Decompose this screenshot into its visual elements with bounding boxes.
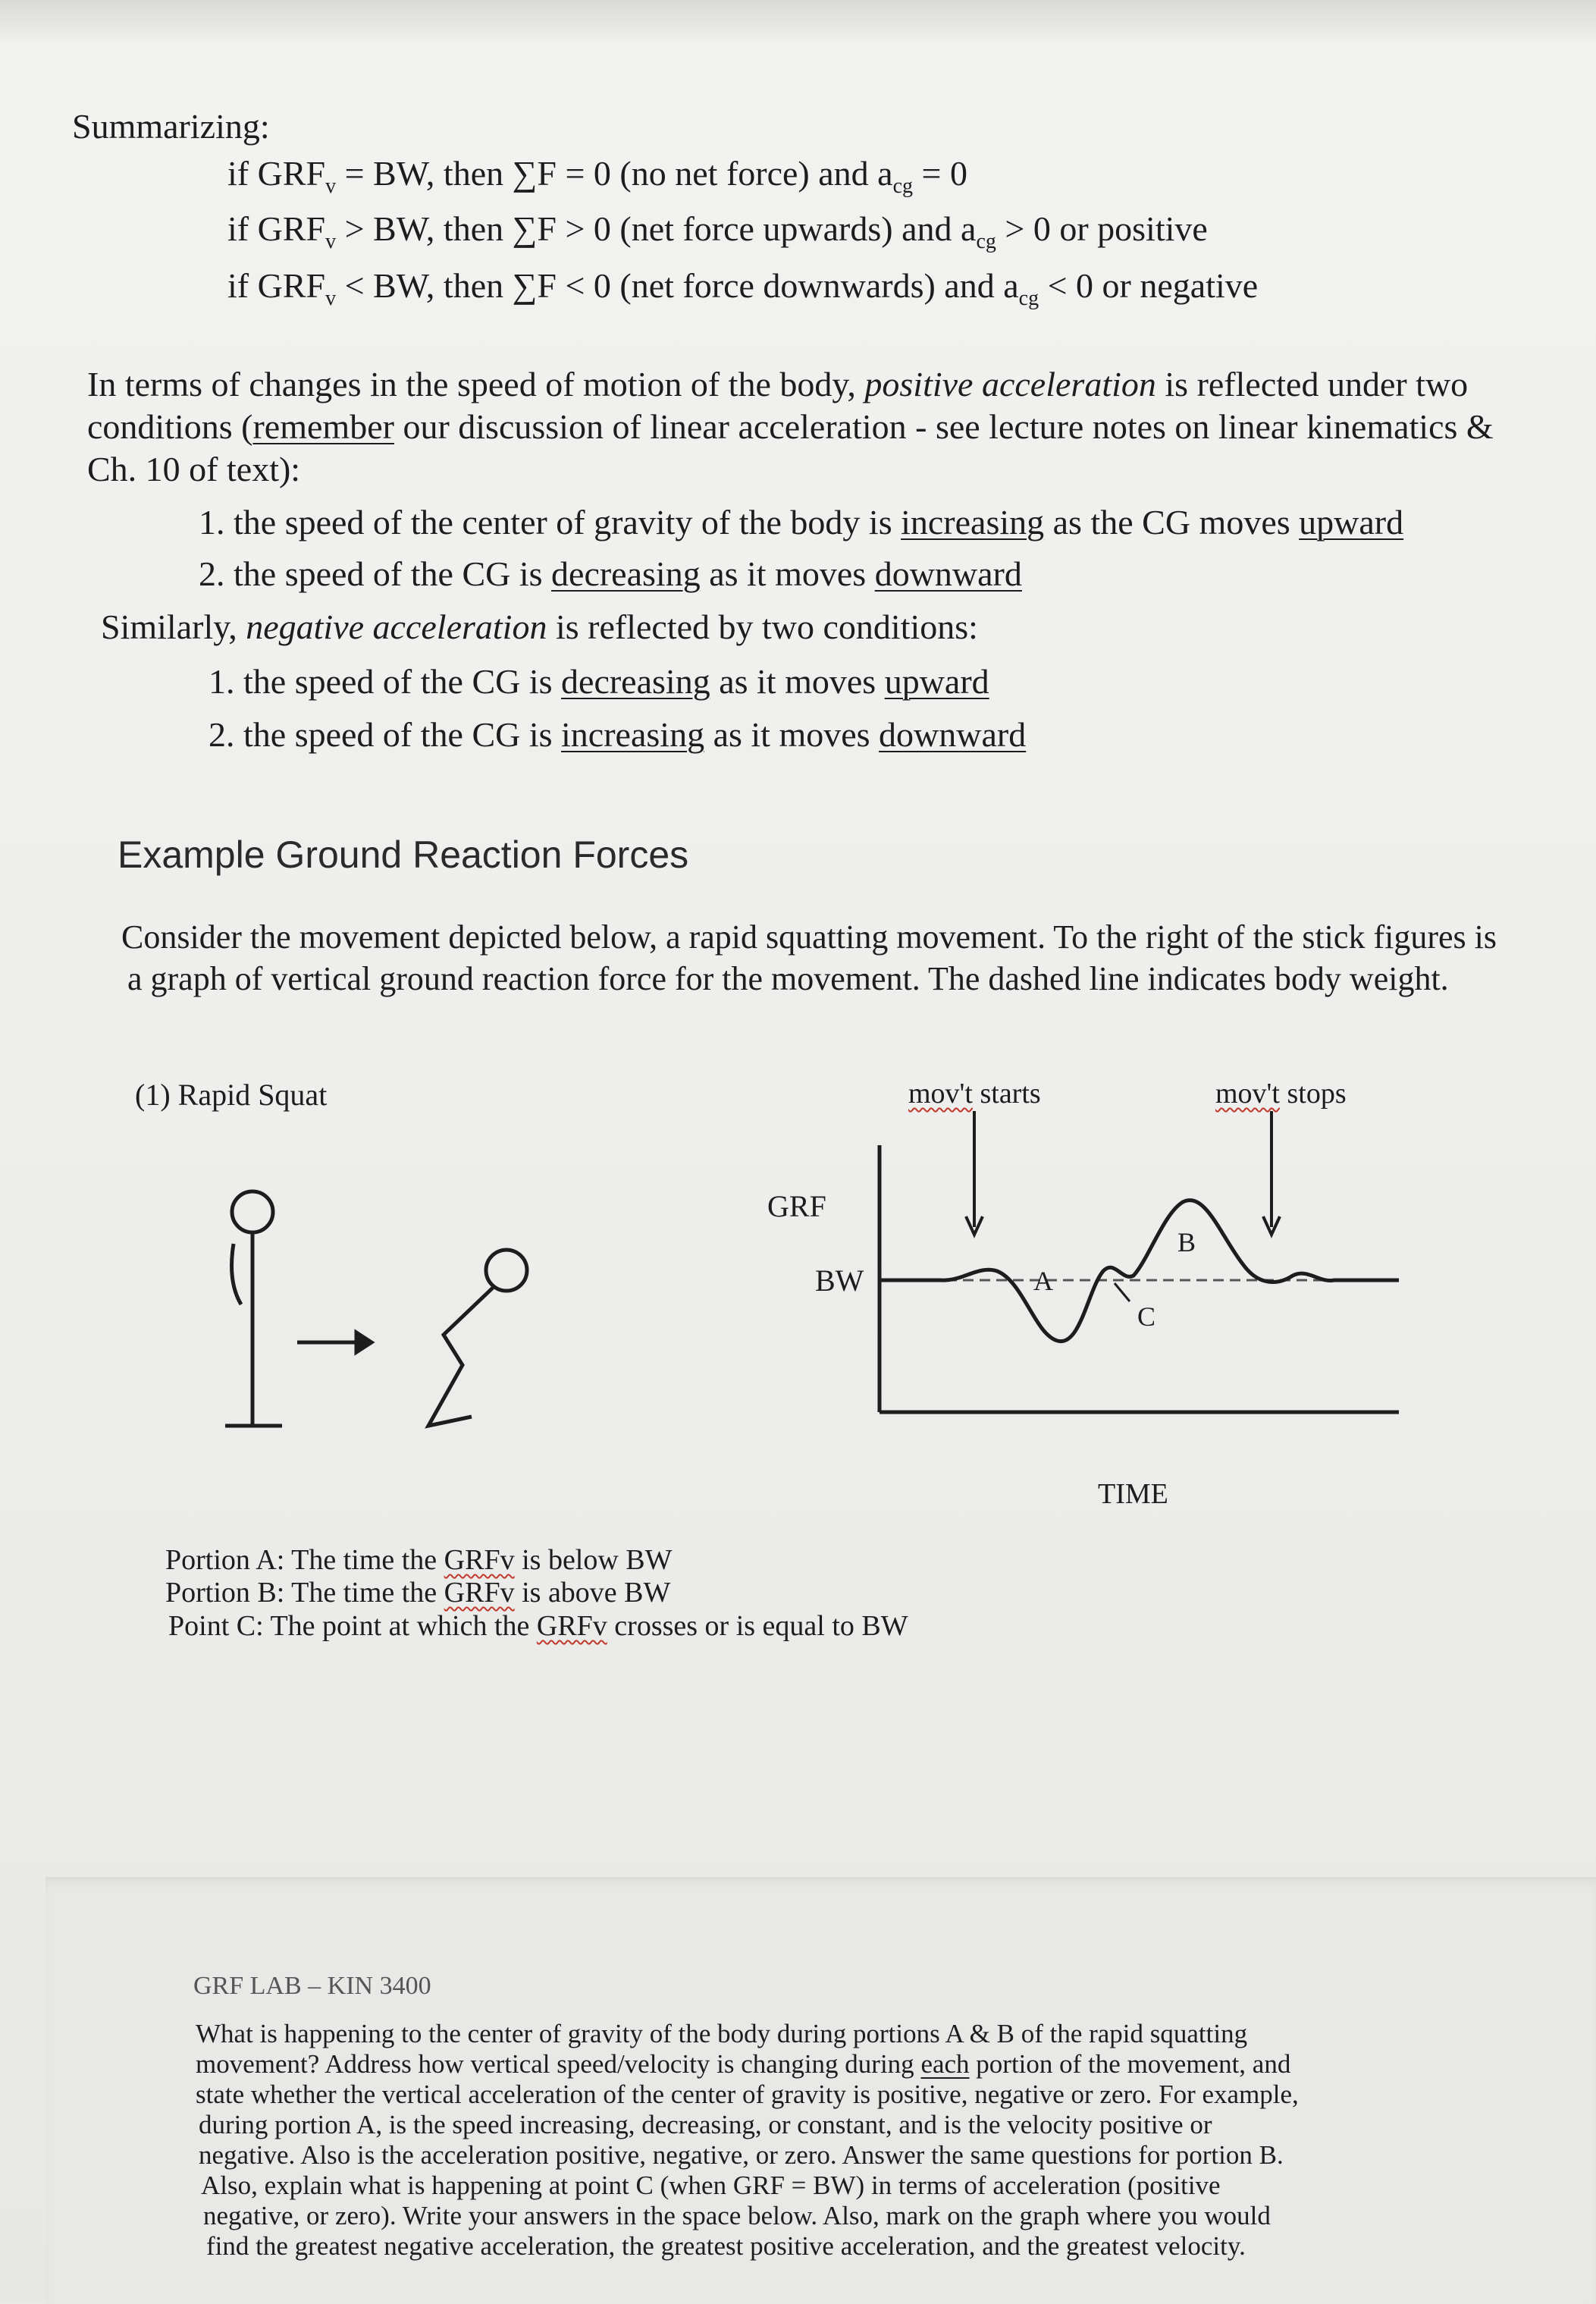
graph-time-label: TIME (1098, 1478, 1168, 1510)
lab-question-line4: during portion A, is the speed increasing, decreasing, or constant, and is the velocity positive or (199, 2110, 1212, 2139)
squatting-stick-figure (428, 1250, 527, 1426)
lab-header: GRF LAB – KIN 3400 (193, 1972, 431, 2000)
example-heading: Example Ground Reaction Forces (118, 833, 689, 876)
right-arrow-icon (297, 1332, 372, 1352)
point-c-definition: Point C: The point at which the GRFv crosses or is equal to BW (168, 1610, 908, 1642)
lab-question-line1: What is happening to the center of gravity of the body during portions A & B of the rapid squatting (196, 2019, 1248, 2048)
positive-condition-1: 1. the speed of the center of gravity of the body is increasing as the CG moves upward (199, 503, 1404, 541)
movement-start-arrow (966, 1111, 983, 1235)
portion-b-definition: Portion B: The time the GRFv is above BW (165, 1577, 671, 1609)
graph-point-c-label: C (1137, 1301, 1156, 1332)
accel-intro-line1: In terms of changes in the speed of motion of the body, positive acceleration is reflected under two (87, 365, 1469, 403)
graph-bw-label: BW (815, 1263, 864, 1298)
example-line2: a graph of vertical ground reaction force for the movement. The dashed line indicates body weight. (127, 960, 1449, 997)
graph-movement-starts-label: mov't starts (908, 1078, 1041, 1110)
figure-label: (1) Rapid Squat (135, 1078, 328, 1112)
example-line1: Consider the movement depicted below, a rapid squatting movement. To the right of the stick figures is (121, 918, 1497, 956)
rule-less: if $GRF_v$ < BW, then ∑F < 0 (net force downwards) and $a_{cg} < 0$ or negative (227, 266, 1259, 310)
positive-condition-2: 2. the speed of the CG is decreasing as it moves downward (199, 554, 1022, 593)
portion-a-definition: Portion A: The time the GRFv is below BW (165, 1544, 673, 1576)
graph-point-b-label: B (1177, 1227, 1196, 1257)
lab-question-line8: find the greatest negative acceleration, the greatest positive acceleration, and the greatest velocity. (206, 2231, 1246, 2261)
movement-stop-arrow (1263, 1111, 1280, 1235)
negative-intro: Similarly, negative acceleration is reflected by two conditions: (101, 607, 978, 646)
graph-point-a-label: A (1033, 1266, 1053, 1296)
negative-condition-1: 1. the speed of the CG is decreasing as it moves upward (209, 662, 989, 701)
negative-condition-2: 2. the speed of the CG is increasing as it moves downward (209, 715, 1027, 754)
lab-question-line6: Also, explain what is happening at point C (when GRF = BW) in terms of acceleration (positive (201, 2171, 1221, 2200)
graph-movement-stops-label: mov't stops (1215, 1078, 1347, 1110)
summary-heading: Summarizing: (72, 107, 270, 146)
rule-greater: if $GRF_v$ > BW, then ∑F > 0 (net force upwards) and $a_{cg} > 0$ or positive (227, 209, 1208, 253)
lab-question-line2: movement? Address how vertical speed/velocity is changing during each portion of the movement, and (196, 2049, 1291, 2079)
rule-equal: if $GRF_v$ = BW, then ∑F = 0 (no net force) and $a_{cg} = 0$ (227, 154, 967, 198)
lab-question-line5: negative. Also is the acceleration positive, negative, or zero. Answer the same questions for portion B. (199, 2140, 1284, 2170)
accel-intro-line2: conditions (remember our discussion of linear acceleration - see lecture notes on linear kinematics & (87, 407, 1494, 446)
accel-intro-line3: Ch. 10 of text): (87, 450, 301, 488)
standing-stick-figure (225, 1191, 282, 1426)
point-c-pointer (1115, 1283, 1130, 1301)
graph-grf-label: GRF (767, 1189, 826, 1223)
lab-question-line3: state whether the vertical acceleration of the center of gravity is positive, negative or zero. For example, (196, 2080, 1299, 2109)
lab-question-line7: negative, or zero). Write your answers in the space below. Also, mark on the graph where you would (203, 2201, 1271, 2230)
